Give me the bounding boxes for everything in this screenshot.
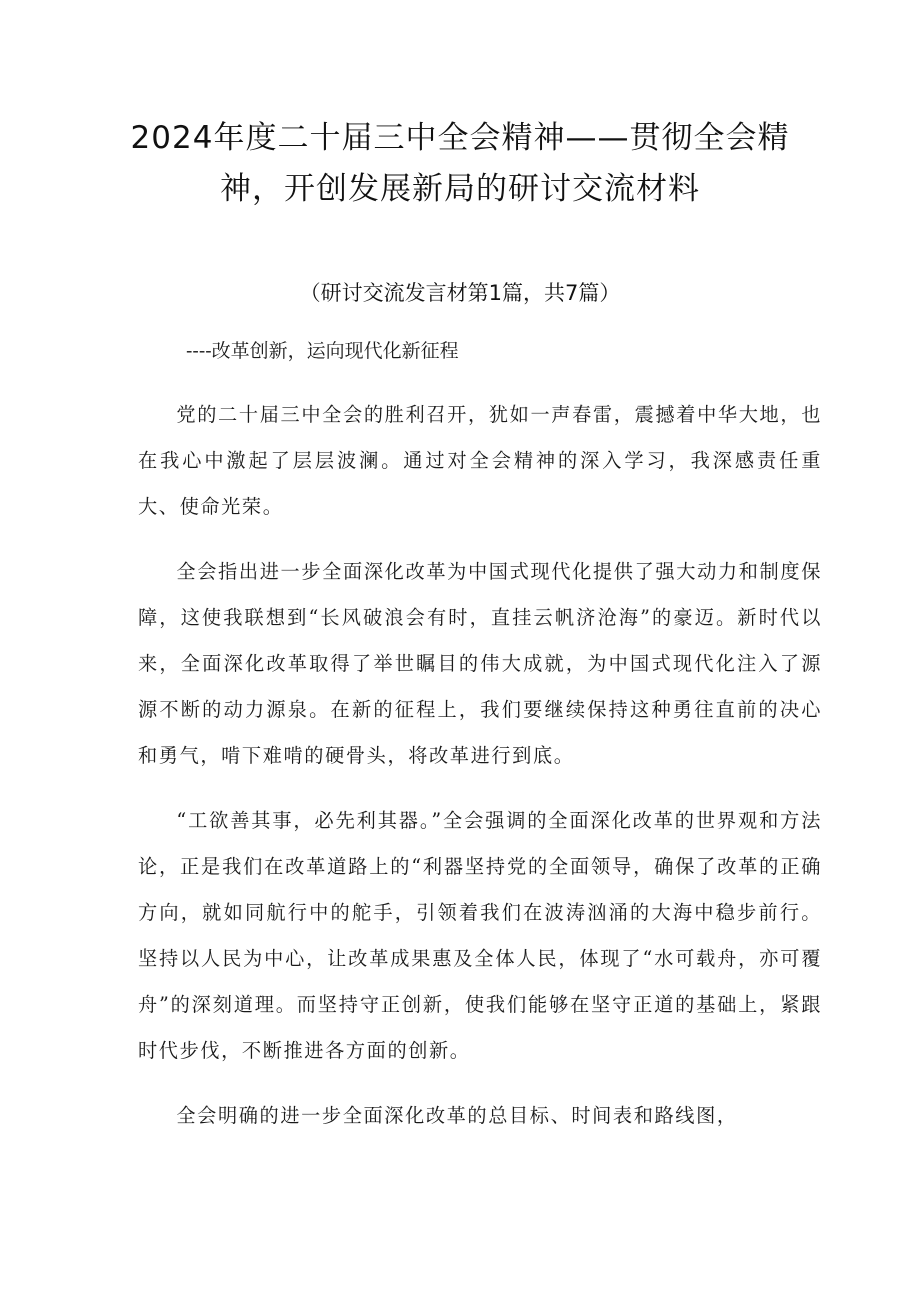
- paragraph: 党的二十届三中全会的胜利召开，犹如一声春雷，震撼着中华大地，也在我心中激起了层层波澜。通过对全会精神的深入学习，我深感责任重大、使命光荣。: [138, 403, 822, 518]
- paragraph: 全会指出进一步全面深化改革为中国式现代化提供了强大动力和制度保障，这使我联想到“长风破浪会有时，直挂云帆济沧海”的豪迈。新时代以来，全面深化改革取得了举世瞩目的伟大成就，为中国式现代化注入了源源不断的动力源泉。在新的征程上，我们要继续保持这种勇往直前的决心和勇气，啃下难啃的硬骨头，将改革进行到底。: [138, 560, 822, 767]
- document-title: 2024年度二十届三中全会精神——贯彻全会精神，开创发展新局的研讨交流材料: [130, 120, 790, 207]
- lead-line: ----改革创新，运向现代化新征程: [186, 340, 459, 362]
- body-text: [138, 392, 822, 1158]
- paragraph: “工欲善其事，必先利其器。”全会强调的全面深化改革的世界观和方法论，正是我们在改革道路上的“利器坚持党的全面领导，确保了改革的正确方向，就如同航行中的舵手，引领着我们在波涛汹涌的大海中稳步前行。坚持以人民为中心，让改革成果惠及全体人民，体现了“水可载舟，亦可覆舟”的深刻道理。而坚持守正创新，使我们能够在坚守正道的基础上，紧跟时代步伐，不断推进各方面的创新。: [138, 809, 822, 1062]
- paragraph: 全会明确的进一步全面深化改革的总目标、时间表和路线图，: [176, 1104, 738, 1127]
- document-subtitle: （研讨交流发言材第1篇，共7篇）: [299, 281, 621, 305]
